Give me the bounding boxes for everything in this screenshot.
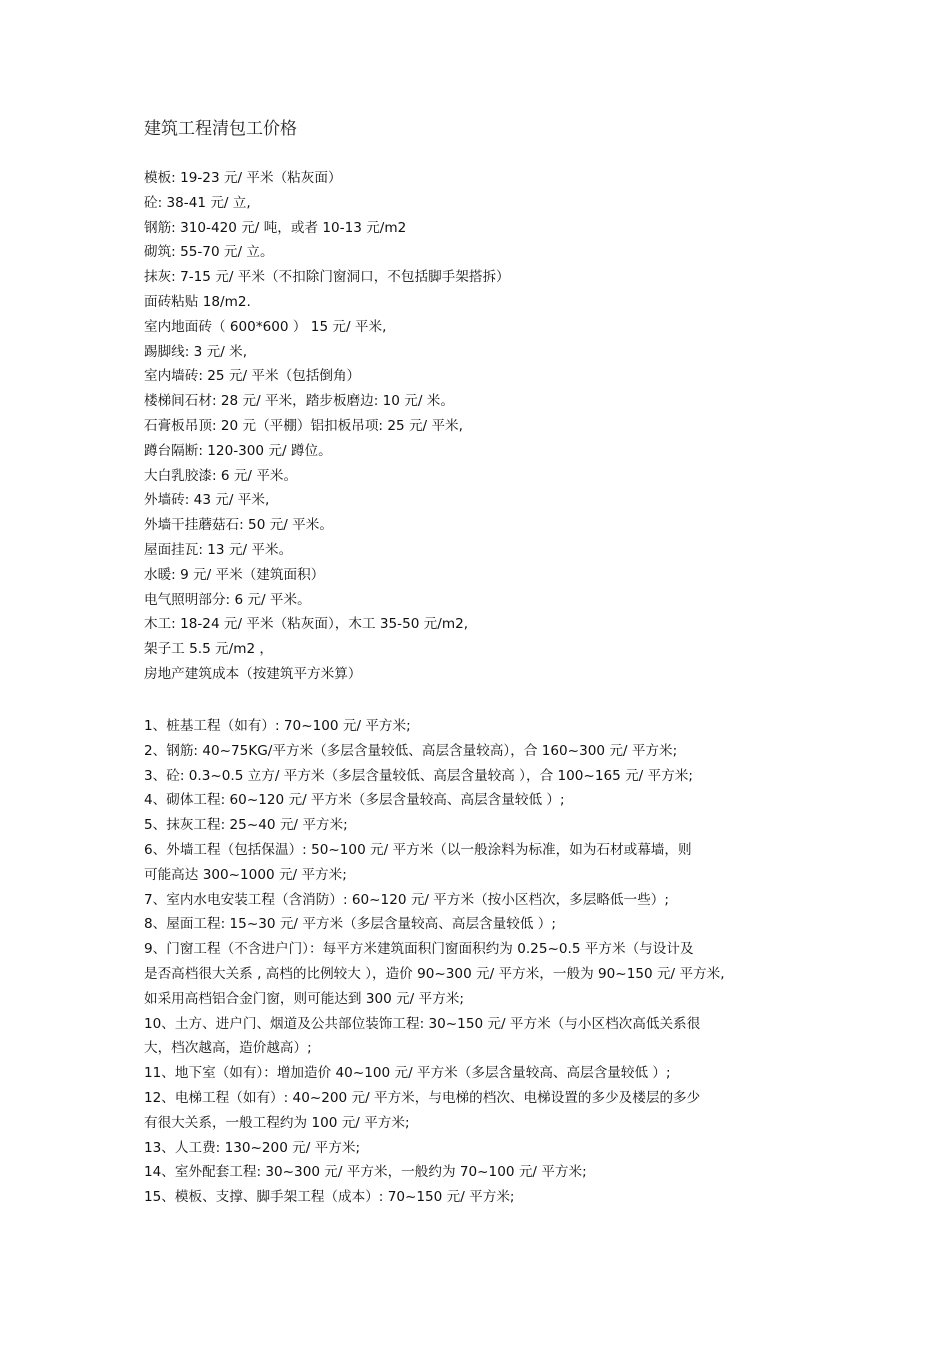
cost-item-text: 3、砼: 0.3~0.5 立方/ 平方米（多层含量较低、高层含量较高 ），合 100~165 元/ 平方米; [144, 767, 693, 784]
cost-item-text: 12、电梯工程（如有）: 40~200 元/ 平方米，与电梯的档次、电梯设置的多少及楼层的多少 [144, 1089, 701, 1106]
cost-item-text: 4、砌体工程: 60~120 元/ 平方米（多层含量较高、高层含量较低 ）; [144, 792, 565, 809]
rate-item: 模板: 19-23 元/ 平米（粘灰面） [144, 170, 342, 186]
cost-item [144, 888, 814, 913]
cost-item [144, 714, 814, 739]
rate-item: 室内地面砖（ 600*600 ） 15 元/ 平米, [144, 318, 387, 335]
rate-item: 踢脚线: 3 元/ 米, [144, 343, 248, 360]
cost-item-text: 10、土方、进户门、烟道及公共部位装饰工程: 30~150 元/ 平方米（与小区档次高低关系很 [144, 1015, 701, 1032]
rate-item: 蹲台隔断: 120-300 元/ 蹲位。 [144, 442, 332, 459]
cost-item [144, 1012, 814, 1062]
rate-item: 大白乳胶漆: 6 元/ 平米。 [144, 467, 298, 484]
cost-item-text-continued: 是否高档很大关系 , 高档的比例较大 ），造价 90~300 元/ 平方米，一般为 90~150 元/ 平方米, [144, 965, 725, 982]
rate-item: 电气照明部分: 6 元/ 平米。 [144, 591, 311, 608]
cost-item [144, 739, 814, 764]
cost-item [144, 788, 814, 813]
cost-item [144, 1086, 814, 1136]
cost-item [144, 937, 814, 1011]
cost-item [144, 1185, 814, 1210]
cost-item-text: 6、外墙工程（包括保温）: 50~100 元/ 平方米（以一般涂料为标准，如为石材或幕墙，则 [144, 841, 692, 858]
rate-item: 室内墙砖: 25 元/ 平米（包括倒角） [144, 368, 361, 385]
rate-item: 外墙干挂蘑菇石: 50 元/ 平米。 [144, 517, 333, 534]
cost-item [144, 1160, 814, 1185]
cost-item-text: 11、地下室（如有）：增加造价 40~100 元/ 平方米（多层含量较高、高层含量较低 ）; [144, 1065, 671, 1082]
cost-item-text-continued: 如采用高档铝合金门窗，则可能达到 300 元/ 平方米; [144, 990, 464, 1007]
construction-cost-list [144, 714, 814, 1210]
cost-item [144, 813, 814, 838]
cost-item-text: 1、桩基工程（如有）: 70~100 元/ 平方米; [144, 718, 411, 734]
cost-item-text: 15、模板、支撑、脚手架工程（成本）: 70~150 元/ 平方米; [144, 1189, 515, 1206]
rate-item: 砼: 38-41 元/ 立, [144, 194, 251, 211]
cost-item-text-continued: 有很大关系，一般工程约为 100 元/ 平方米; [144, 1114, 410, 1131]
cost-item-text-continued: 大，档次越高，造价越高）; [144, 1040, 312, 1057]
cost-item-text: 7、室内水电安装工程（含消防）: 60~120 元/ 平方米（按小区档次，多层略低一些）; [144, 891, 669, 908]
cost-item [144, 838, 814, 888]
cost-item-text: 2、钢筋: 40~75KG/平方米（多层含量较低、高层含量较高），合 160~300 元/ 平方米; [144, 742, 678, 759]
document-title: 建筑工程清包工价格 [144, 119, 297, 139]
cost-item-text-continued: 可能高达 300~1000 元/ 平方米; [144, 866, 347, 883]
section-heading: 房地产建筑成本（按建筑平方米算） [144, 665, 362, 682]
rate-item: 水暖: 9 元/ 平米（建筑面积） [144, 566, 325, 583]
cost-item [144, 1061, 814, 1086]
rate-item: 木工: 18-24 元/ 平米（粘灰面），木工 35-50 元/m2, [144, 616, 469, 633]
cost-item [144, 764, 814, 789]
cost-item-text: 14、室外配套工程: 30~300 元/ 平方米，一般约为 70~100 元/ 平方米; [144, 1164, 587, 1181]
rate-item: 面砖粘贴 18/m2. [144, 293, 251, 310]
cost-item-text: 13、人工费: 130~200 元/ 平方米; [144, 1139, 361, 1156]
rate-item: 外墙砖: 43 元/ 平米, [144, 492, 270, 509]
cost-item [144, 912, 814, 937]
cost-item-text: 9、门窗工程（不含进户门）：每平方米建筑面积门窗面积约为 0.25~0.5 平方米（与设计及 [144, 941, 694, 958]
rate-item: 屋面挂瓦: 13 元/ 平米。 [144, 541, 293, 558]
rate-item: 架子工 5.5 元/m2 ， [144, 641, 274, 658]
rate-item: 钢筋: 310-420 元/ 吨，或者 10-13 元/m2 [144, 219, 407, 236]
cost-item-text: 5、抹灰工程: 25~40 元/ 平方米; [144, 817, 348, 834]
rate-item: 石膏板吊顶: 20 元（平棚）铝扣板吊项: 25 元/ 平米, [144, 417, 463, 434]
rate-item: 砌筑: 55-70 元/ 立。 [144, 244, 274, 261]
labor-rate-list [144, 166, 510, 687]
cost-item-text: 8、屋面工程: 15~30 元/ 平方米（多层含量较高、高层含量较低 ）; [144, 916, 556, 933]
cost-item [144, 1136, 814, 1161]
rate-item: 抹灰: 7-15 元/ 平米（不扣除门窗洞口，不包括脚手架搭拆） [144, 269, 510, 286]
rate-item: 楼梯间石材: 28 元/ 平米，踏步板磨边: 10 元/ 米。 [144, 393, 454, 410]
